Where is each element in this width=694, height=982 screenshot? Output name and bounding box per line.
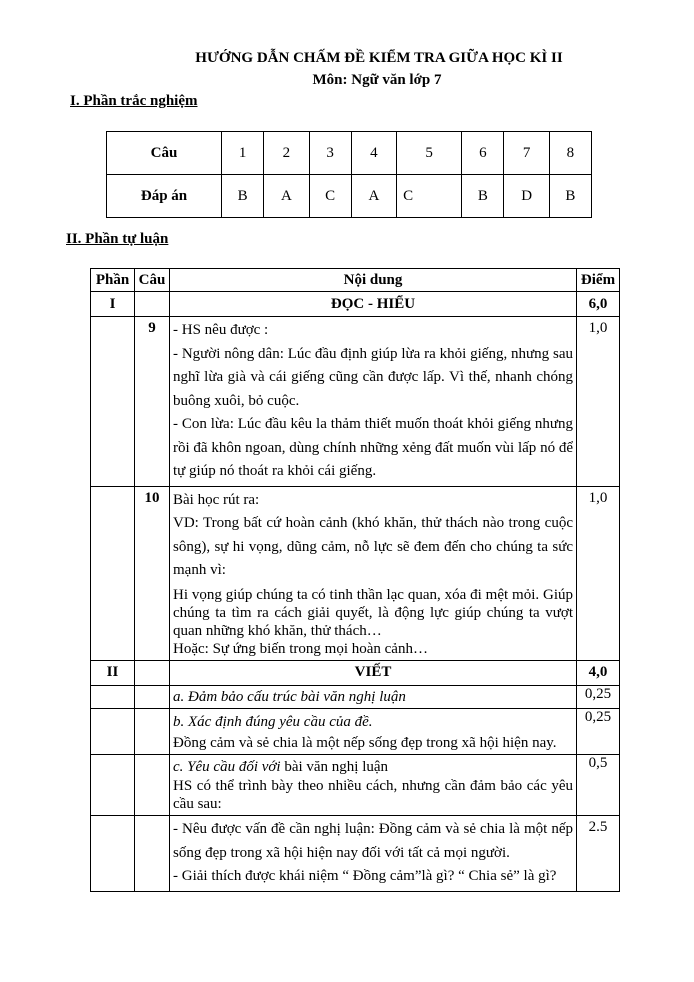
answer-content (170, 755, 577, 816)
empty-cell (91, 755, 135, 816)
content-line: b. Xác định đúng yêu cầu của đề. (173, 713, 373, 730)
question-number: 1 (222, 132, 264, 175)
question-row (107, 132, 592, 175)
answer-content (170, 708, 577, 755)
answer-content (170, 486, 577, 660)
section-title: ĐỌC - HIỂU (170, 292, 577, 317)
answer-cell: D (504, 175, 549, 218)
empty-cell (135, 685, 170, 708)
empty-cell (91, 317, 135, 487)
question-number: 9 (135, 317, 170, 487)
content-line-rest: bài văn nghị luận (280, 759, 389, 775)
score: 2.5 (577, 816, 620, 892)
content-line: - Nêu được vấn đề cần nghị luận: Đồng cảm và sẻ chia là một nếp sống đẹp trong xã hội hiện nay đối với tất cả mọi người. (173, 821, 573, 861)
content-line: - Người nông dân: Lúc đầu định giúp lừa ra khỏi giếng, nhưng sau nghĩ lừa già và cái giếng cũng cần được lấp. Vì thế, nhanh chóng buông xuôi, bỏ cuộc. (173, 345, 573, 409)
answer-content (170, 816, 577, 892)
question-number: 6 (462, 132, 504, 175)
empty-cell (135, 660, 170, 685)
empty-cell (135, 755, 170, 816)
answer-content (170, 317, 577, 487)
score: 0,5 (577, 755, 620, 816)
table-row-a (91, 685, 620, 708)
score: 0,25 (577, 708, 620, 755)
content-line: a. Đảm bảo cấu trúc bài văn nghị luận (173, 688, 406, 705)
table-header-row (91, 269, 620, 292)
answer-cell: C (309, 175, 351, 218)
section-number: I (91, 292, 135, 317)
answer-cell: A (264, 175, 309, 218)
table-row-b (91, 708, 620, 755)
table-row-c (91, 755, 620, 816)
content-line: Đồng cảm và sẻ chia là một nếp sống đẹp trong xã hội hiện nay. (173, 735, 557, 751)
empty-cell (91, 816, 135, 892)
content-line: HS có thể trình bày theo nhiều cách, nhưng cần đảm bảo các yêu cầu sau: (173, 778, 573, 812)
question-number: 2 (264, 132, 309, 175)
page-subtitle: Môn: Ngữ văn lớp 7 (312, 72, 442, 88)
essay-grading-table (90, 268, 620, 892)
empty-cell (91, 685, 135, 708)
table-row-q10 (91, 486, 620, 660)
table-row-q9 (91, 317, 620, 487)
question-row-label: Câu (107, 132, 222, 175)
score: 1,0 (577, 486, 620, 660)
content-line: - Con lừa: Lúc đầu kêu la thảm thiết muốn thoát khỏi giếng nhưng rồi đã khôn ngoan, dùng chính những xẻng đất muốn vùi lấp nó để tự giúp nó thoát ra khỏi cái giếng. (173, 416, 573, 479)
content-line-italic: c. Yêu cầu đối với (173, 759, 281, 775)
question-number: 4 (351, 132, 396, 175)
empty-cell (91, 708, 135, 755)
part2-heading: II. Phần tự luận (66, 231, 169, 247)
score: 1,0 (577, 317, 620, 487)
answer-key-table (106, 131, 592, 218)
answer-cell: B (222, 175, 264, 218)
answer-row-label: Đáp án (107, 175, 222, 218)
section-number: II (91, 660, 135, 685)
empty-cell (135, 816, 170, 892)
answer-cell: A (351, 175, 396, 218)
section-score: 6,0 (577, 292, 620, 317)
answer-content (170, 685, 577, 708)
answer-cell: B (549, 175, 591, 218)
empty-cell (135, 708, 170, 755)
section-score: 4,0 (577, 660, 620, 685)
empty-cell (91, 486, 135, 660)
col-header-diem: Điểm (577, 269, 620, 292)
question-number: 3 (309, 132, 351, 175)
col-header-cau: Câu (135, 269, 170, 292)
section-row-writing (91, 660, 620, 685)
content-line: Bài học rút ra: (173, 491, 260, 508)
answer-row (107, 175, 592, 218)
question-number: 10 (135, 486, 170, 660)
content-line: Hoặc: Sự ứng biến trong mọi hoàn cảnh… (173, 640, 428, 657)
answer-cell: C (397, 175, 462, 218)
section-row-reading (91, 292, 620, 317)
content-line: - HS nêu được : (173, 322, 269, 338)
content-line: VD: Trong bất cứ hoàn cảnh (khó khăn, thử thách nào trong cuộc sông), sự hi vọng, dũng cảm, nỗ lực sẽ đem đến cho chúng ta sức mạnh vì: (173, 515, 573, 578)
question-number: 8 (549, 132, 591, 175)
content-line (173, 757, 573, 777)
content-line: Hi vọng giúp chúng ta có tinh thần lạc quan, xóa đi mệt mỏi. Giúp chúng ta tìm ra cách giải quyết, là động lực giúp chúng ta vượt quan những khó khăn, thử thách… (173, 586, 573, 639)
page-title: HƯỚNG DẪN CHẤM ĐỀ KIỂM TRA GIỮA HỌC KÌ II (195, 50, 563, 66)
col-header-phan: Phần (91, 269, 135, 292)
table-row-d (91, 816, 620, 892)
col-header-noidung: Nội dung (170, 269, 577, 292)
section-title: VIẾT (170, 660, 577, 685)
content-line: - Giải thích được khái niệm “ Đồng cảm”là gì? “ Chia sẻ” là gì? (173, 868, 557, 884)
question-number: 5 (397, 132, 462, 175)
score: 0,25 (577, 685, 620, 708)
empty-cell (135, 292, 170, 317)
part1-heading: I. Phần trắc nghiệm (70, 93, 198, 109)
question-number: 7 (504, 132, 549, 175)
answer-cell: B (462, 175, 504, 218)
